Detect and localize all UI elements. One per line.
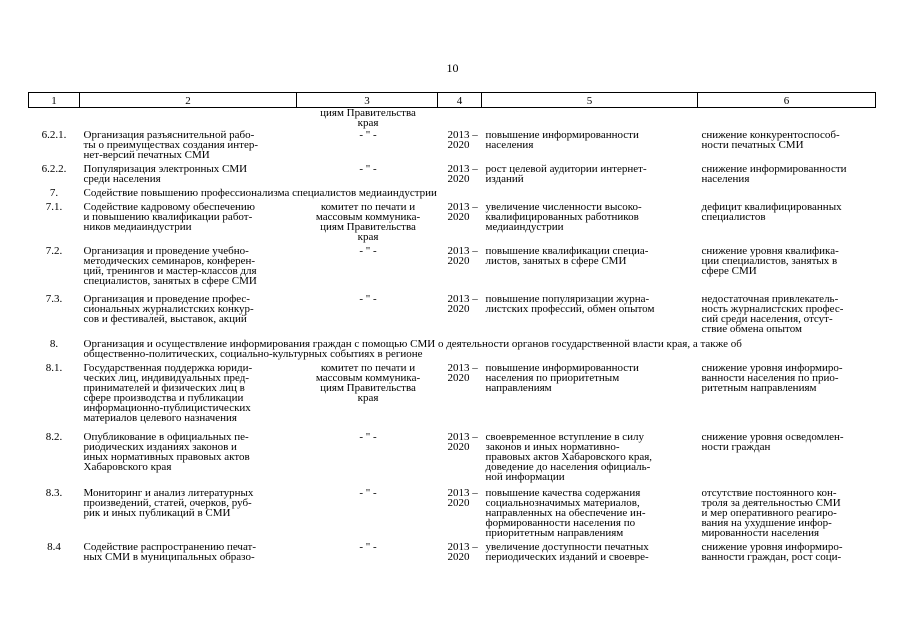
period-cell: 2013 – 2020	[447, 163, 478, 185]
measure-row	[29, 488, 876, 542]
measure-row	[29, 246, 876, 294]
col-header: 5	[482, 93, 698, 108]
row-number-cell: 7.2.	[45, 245, 63, 257]
risk-cell: снижение уровня информиро- ванности граждан, рост соци-	[701, 541, 843, 563]
measure-row	[29, 432, 876, 488]
measure-cell: Содействие распространению печат- ных СМИ в муниципальных образо-	[83, 541, 257, 563]
risk-cell: снижение уровня квалифика- ции специалистов, занятых в сфере СМИ	[701, 245, 839, 277]
measure-row	[29, 164, 876, 188]
measure-row	[29, 542, 876, 564]
executor-cell: комитет по печати и массовым коммуника- циям Правительства края	[315, 362, 421, 404]
risk-cell: снижение уровня осведомлен- ности граждан	[701, 431, 844, 453]
row-number-cell: 6.2.1.	[41, 129, 67, 141]
executor-cell: - " -	[359, 541, 377, 553]
measure-row	[29, 202, 876, 246]
row-number-cell: 7.3.	[45, 293, 63, 305]
period-cell: 2013 – 2020	[447, 541, 478, 563]
measure-cell: Опубликование в официальных пе- риодических изданиях законов и иных нормативных правовых актов Хабаровского края	[83, 431, 250, 473]
page-number: 10	[446, 61, 459, 75]
measure-cell: Государственная поддержка юриди- ческих лиц, индивидуальных пред- принимателей и физических лиц в сфере производства и публикации информационно-публицистических материалов целевого назначения	[83, 362, 253, 424]
period-cell: 2013 – 2020	[447, 245, 478, 267]
executor-cell: - " -	[359, 163, 377, 175]
measure-cell: Организация разъяснительной рабо- ты о преимуществах создания интер- нет-версий печатных СМИ	[83, 129, 259, 161]
executor-cell: - " -	[359, 129, 377, 141]
executor-cell: комитет по печати и массовым коммуника- циям Правительства края	[315, 201, 421, 243]
period-cell: 2013 – 2020	[447, 201, 478, 223]
row-number-cell: 8.2.	[45, 431, 63, 443]
measure-cell: Организация и проведение учебно- методических семинаров, конферен- ций, тренингов и мастер-классов для специалистов, занятых в сфере СМИ	[83, 245, 257, 287]
expected-result-cell: увеличение доступности печатных периодических изданий и своевре-	[485, 541, 649, 563]
measure-row	[29, 363, 876, 432]
period-cell: 2013 – 2020	[447, 487, 478, 509]
expected-result-cell: увеличение численности высоко- квалифицированных работников медиаиндустрии	[485, 201, 642, 233]
period-cell: 2013 – 2020	[447, 431, 478, 453]
risk-cell: отсутствие постоянного кон- троля за деятельностью СМИ и мер оперативного реагиро- вания на ухудшение инфор- мированности населения	[701, 487, 841, 539]
measure-cell: Популяризация электронных СМИ среди населения	[83, 163, 248, 185]
col-header: 4	[438, 93, 482, 108]
row-number-cell: 8.4	[47, 541, 61, 553]
expected-result-cell: повышение квалификации специа- листов, занятых в сфере СМИ	[485, 245, 649, 267]
measure-cell: Организация и проведение профес- сиональных журналистских конкур- сов и фестивалей, выставок, акций	[83, 293, 254, 325]
executor-cell: - " -	[359, 487, 377, 499]
row-number-cell: 8.1.	[45, 362, 63, 374]
row-number-cell: 7.1.	[45, 201, 63, 213]
executor-cell: - " -	[359, 293, 377, 305]
row-number-cell: 8.3.	[45, 487, 63, 499]
risk-cell: снижение конкурентоспособ- ности печатных СМИ	[701, 129, 840, 151]
risk-cell: снижение информированности населения	[701, 163, 847, 185]
program-measures-table	[28, 92, 876, 564]
row-number-cell: 8.	[49, 338, 59, 350]
expected-result-cell: рост целевой аудитории интернет- изданий	[485, 163, 647, 185]
section-title-cell: Организация и осуществление информирования граждан с помощью СМИ о деятельности органов государственной власти края, а также об общественно-политических, социально-культурных событиях в регионе	[83, 338, 742, 360]
row-number-cell: 7.	[49, 187, 59, 199]
col-header: 6	[698, 93, 876, 108]
continuation-row	[29, 108, 876, 131]
column-number-header-row	[29, 93, 876, 108]
executor-cell: - " -	[359, 245, 377, 257]
row-number-cell: 6.2.2.	[41, 163, 67, 175]
measure-row	[29, 294, 876, 339]
expected-result-cell: повышение информированности населения	[485, 129, 639, 151]
risk-cell: недостаточная привлекатель- ность журналистских профес- сий среди населения, отсут- ствие обмена опытом	[701, 293, 844, 335]
period-cell: 2013 – 2020	[447, 293, 478, 315]
measure-row	[29, 130, 876, 164]
expected-result-cell: повышение качества содержания социальнозначимых материалов, направленных на обеспечение ин- формированности населения по приоритетным направлениям	[485, 487, 646, 539]
expected-result-cell: повышение популяризации журна- листских профессий, обмен опытом	[485, 293, 655, 315]
risk-cell: снижение уровня информиро- ванности населения по прио- ритетным направлениям	[701, 362, 843, 394]
measure-cell: Содействие кадровому обеспечению и повышению квалификации работ- ников медиаиндустрии	[83, 201, 255, 233]
section-row	[29, 339, 876, 363]
section-title-cell: Содействие повышению профессионализма специалистов медиаиндустрии	[83, 187, 437, 199]
executor-cell: циям Правительства края	[320, 107, 416, 129]
measure-cell: Мониторинг и анализ литературных произведений, статей, очерков, руб- рик и иных публикаций в СМИ	[83, 487, 254, 519]
expected-result-cell: своевременное вступление в силу законов и иных нормативно- правовых актов Хабаровского края, доведение до населения официаль- ной информации	[485, 431, 653, 483]
expected-result-cell: повышение информированности населения по приоритетным направлениям	[485, 362, 639, 394]
period-cell: 2013 – 2020	[447, 362, 478, 384]
executor-cell: - " -	[359, 431, 377, 443]
col-header: 1	[29, 93, 80, 108]
period-cell: 2013 – 2020	[447, 129, 478, 151]
col-header: 2	[80, 93, 297, 108]
section-row	[29, 188, 876, 202]
risk-cell: дефицит квалифицированных специалистов	[701, 201, 842, 223]
col-header: 3	[297, 93, 438, 108]
